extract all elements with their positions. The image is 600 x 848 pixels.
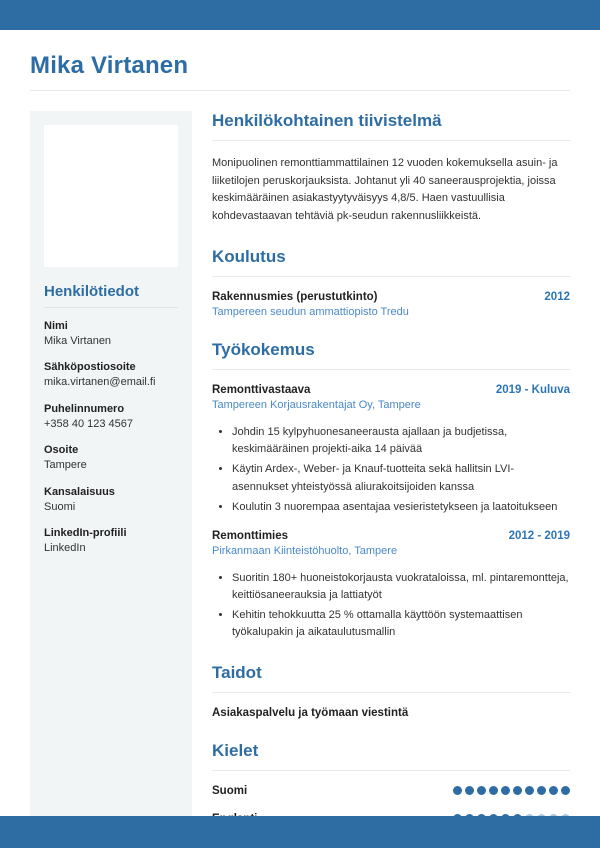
field-value: +358 40 123 4567 <box>44 417 134 430</box>
field-value: mika.virtanen@email.fi <box>44 376 156 389</box>
section-experience <box>212 340 570 640</box>
summary-text: Monipuolinen remonttiammattilainen 12 vuoden kokemuksella asuin- ja liiketilojen peruskorjauksista. Johtanut yli 40 saneerausprojektia, joissa keskimääräinen asiakastyytyväisyys 4,8/5. Haen vastuullisia kohdevastaavan tehtäviä pk-seudun rakennusliikkeistä. <box>212 157 558 222</box>
job-bullet: • Käytin Ardex-, Weber- ja Knauf-tuotteita sekä hallitsin LVI-asennukset yhteistyössä aliurakoitsijoiden kanssa <box>232 461 570 495</box>
cv-columns <box>30 111 570 847</box>
level-dot-filled <box>525 786 534 795</box>
job-title: Remonttimies <box>212 529 289 542</box>
level-dot-filled <box>465 786 474 795</box>
company-name: Pirkanmaan Kiinteistöhuolto, Tampere <box>212 544 398 557</box>
job-title: Remonttivastaava <box>212 384 311 397</box>
field-value: Suomi <box>44 500 76 513</box>
job-date: 2012 - 2019 <box>508 529 570 542</box>
personal-field <box>44 320 178 349</box>
education-entries <box>212 291 570 318</box>
level-dot-filled <box>501 786 510 795</box>
job-bullet: • Kehitin tehokkuutta 25 % ottamalla käyttöön systemaattisen työkalupakin ja aikataulutusmallin <box>232 607 570 641</box>
main-column <box>212 111 570 847</box>
cv-content <box>0 30 600 847</box>
page-title: Mika Virtanen <box>30 52 189 79</box>
job-date: 2019 - Kuluva <box>495 384 570 397</box>
job-bullet: • Suoritin 180+ huoneistokorjausta vuokrataloissa, ml. pintaremontteja, keittiösaneerauksia ja lattiatyöt <box>232 570 570 604</box>
bottom-accent-bar <box>0 816 600 848</box>
education-entry <box>212 291 570 318</box>
experience-title: Työkokemus <box>212 340 570 370</box>
field-value: Tampere <box>44 459 87 472</box>
personal-fields <box>44 320 178 556</box>
photo-placeholder <box>44 125 178 267</box>
language-level-dots <box>453 786 570 795</box>
summary-title: Henkilökohtainen tiivistelmä <box>212 111 570 141</box>
sidebar <box>30 111 192 847</box>
skills-title: Taidot <box>212 663 570 693</box>
section-skills <box>212 663 570 719</box>
experience-entry <box>212 530 570 641</box>
personal-field <box>44 361 178 390</box>
section-languages <box>212 741 570 825</box>
field-label: Puhelinnumero <box>44 402 125 415</box>
languages-title: Kielet <box>212 741 570 771</box>
sidebar-section-title: Henkilötiedot <box>44 283 178 308</box>
level-dot-filled <box>453 786 462 795</box>
company-name: Tampereen Korjausrakentajat Oy, Tampere <box>212 399 421 412</box>
level-dot-filled <box>489 786 498 795</box>
field-value: Mika Virtanen <box>44 335 112 347</box>
level-dot-filled <box>513 786 522 795</box>
institution-name: Tampereen seudun ammattiopisto Tredu <box>212 306 409 319</box>
experience-entries <box>212 384 570 640</box>
personal-field <box>44 403 178 432</box>
education-title: Koulutus <box>212 247 570 277</box>
field-label: Nimi <box>44 320 68 332</box>
level-dot-filled <box>549 786 558 795</box>
field-label: Sähköpostiosoite <box>44 361 136 374</box>
top-accent-bar <box>0 0 600 30</box>
field-label: LinkedIn-profiili <box>44 526 127 539</box>
level-dot-filled <box>477 786 486 795</box>
field-label: Osoite <box>44 444 79 457</box>
language-row <box>212 785 570 797</box>
language-name: Suomi <box>212 784 248 797</box>
skill-item: Asiakaspalvelu ja työmaan viestintä <box>212 706 409 719</box>
job-bullets <box>212 424 570 515</box>
education-date: 2012 <box>544 291 570 304</box>
personal-field <box>44 486 178 515</box>
field-label: Kansalaisuus <box>44 485 115 498</box>
section-education <box>212 247 570 318</box>
level-dot-filled <box>561 786 570 795</box>
field-value: LinkedIn <box>44 541 86 554</box>
experience-entry <box>212 384 570 515</box>
personal-field <box>44 527 178 556</box>
degree-title: Rakennusmies (perustutkinto) <box>212 291 378 304</box>
personal-field <box>44 444 178 473</box>
skills-list <box>212 707 570 719</box>
job-bullet: • Johdin 15 kylpyhuonesaneerausta ajallaan ja budjetissa, keskimääräinen projekti-aika 14 päivää <box>232 424 570 458</box>
job-bullets <box>212 570 570 641</box>
section-summary <box>212 111 570 225</box>
job-bullet: • Koulutin 3 nuorempaa asentajaa vesieristetykseen ja laatoitukseen <box>232 499 570 516</box>
title-divider <box>30 90 570 91</box>
level-dot-filled <box>537 786 546 795</box>
